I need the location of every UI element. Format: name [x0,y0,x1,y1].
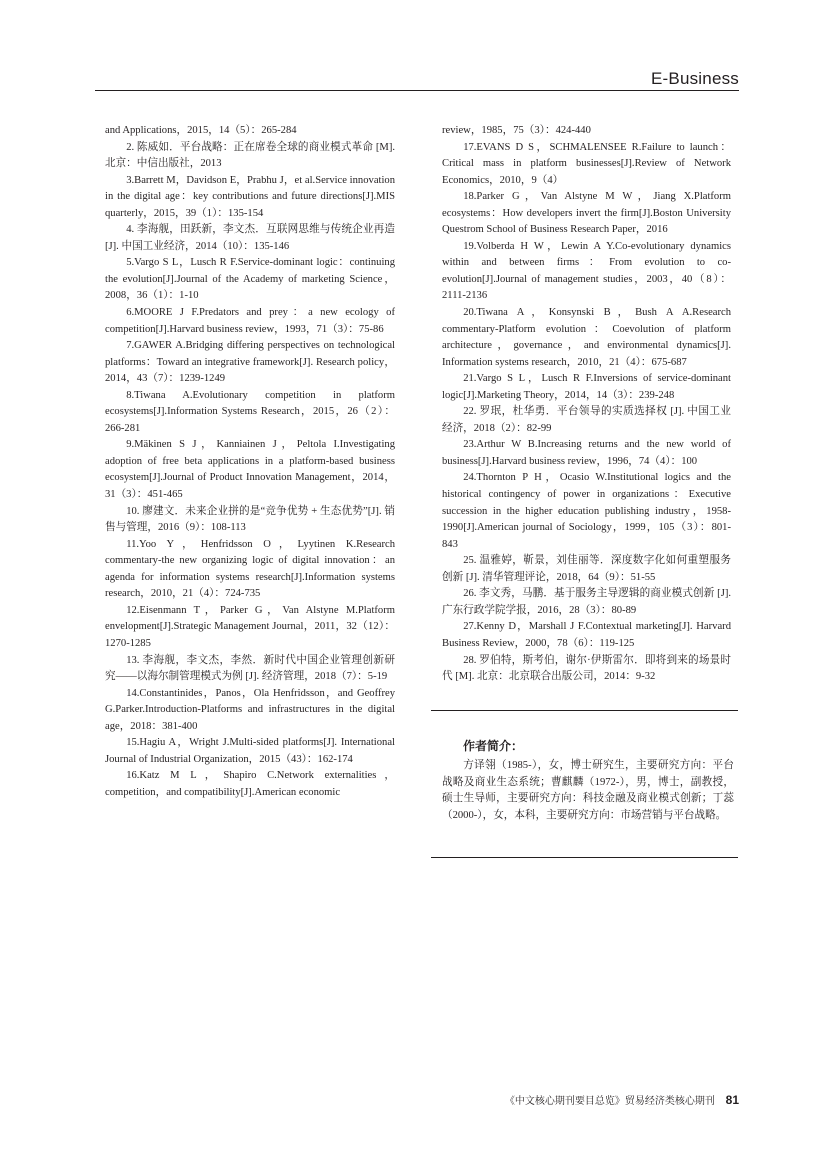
reference-item: 9.Mäkinen S J，Kanniainen J，Peltola I.Investigating adoption of free beta applications in a platform-based business ecosystem[J].Journal of Product Innovation Management，2014，31（3）：451-465 [105,439,395,501]
author-bio-title: 作者简介： [463,739,524,753]
reference-item: 4. 李海舰，田跃新，李文杰．互联网思维与传统企业再造 [J]. 中国工业经济，2014（10）：135-146 [105,224,395,252]
reference-item: 17.EVANS D S，SCHMALENSEE R.Failure to launch：Critical mass in platform businesses[J].Review of Network Economics，2010，9（4） [442,141,731,186]
author-bio-text: 方译翎（1985-），女，博士研究生，主要研究方向：平台战略及商业生态系统；曹麒麟（1972-），男，博士，副教授，硕士生导师，主要研究方向：科技金融及商业模式创新；丁蕊（2000-），女，本科，主要研究方向：市场营销与平台战略。 [442,760,734,821]
page-number: 81 [725,1093,739,1107]
reference-item: 27.Kenny D，Marshall J F.Contextual marketing[J]. Harvard Business Review，2000，78（6）：119-125 [442,621,731,649]
reference-item: 22. 罗珉，杜华勇．平台领导的实质选择权 [J]. 中国工业经济，2018（2）：82-99 [442,406,731,434]
reference-item: 3.Barrett M，Davidson E，Prabhu J，et al.Service innovation in the digital age：key contributions and future directions[J].MIS quarterly，2015，39（1）：135-154 [105,174,395,219]
references-left-column [105,123,395,801]
reference-item: 10. 廖建文．未来企业拼的是“竞争优势 + 生态优势”[J]. 销售与管理，2016（9）：108-113 [105,505,395,534]
reference-item: 14.Constantinides，Panos，Ola Henfridsson，and Geoffrey G.Parker.Introduction-Platforms and infrastructures in the digital age，2018：381-400 [105,687,395,732]
reference-item: 25. 温雅婷，靳景，刘佳丽等．深度数字化如何重塑服务创新 [J]. 清华管理评论，2018，64（9）：51-55 [442,555,731,583]
reference-item: 19.Volberda H W，Lewin A Y.Co-evolutionary dynamics within and between firms：From evolution to co-evolution[J].Journal of management studies，2003，40（8）：2111-2136 [442,240,731,302]
reference-item: 15.Hagiu A，Wright J.Multi-sided platforms[J]. International Journal of Industrial Organization，2015（43）：162-174 [105,737,395,765]
references-right-column [442,123,731,686]
reference-item: 24.Thornton P H，Ocasio W.Institutional logics and the historical contingency of power in organizations：Executive succession in the higher education publishing industry，1958-1990[J].American journal of Sociology，1999，105（3）：801-843 [442,472,731,550]
reference-item: 20.Tiwana A，Konsynski B，Bush A A.Research commentary-Platform evolution：Coevolution of platform architecture，governance，and environmental dynamics[J]. Information systems research，2010，21（4）：675-687 [442,307,731,368]
reference-item: 16.Katz M L，Shapiro C.Network externalities，competition，and compatibility[J].American economic [105,770,395,798]
reference-item: 8.Tiwana A.Evolutionary competition in platform ecosystems[J].Information Systems Research，2015，26（2）：266-281 [105,389,395,434]
reference-item: 7.GAWER A.Bridging differing perspectives on technological platforms：Toward an integrative framework[J]. Research policy，2014，43（7）：1239-1249 [105,340,395,385]
reference-item: 6.MOORE J F.Predators and prey：a new ecology of competition[J].Harvard business review，1993，71（3）：75-86 [105,307,395,335]
footer-journal: 《中文核心期刊要目总览》贸易经济类核心期刊 [504,1096,715,1107]
reference-item: and Applications，2015，14（5）：265-284 [105,125,297,136]
page-footer [505,1092,739,1107]
reference-item: 23.Arthur W B.Increasing returns and the new world of business[J].Harvard business review，1996，74（4）：100 [442,439,731,467]
reference-item: review，1985，75（3）：424-440 [442,125,591,136]
reference-item: 28. 罗伯特，斯考伯，谢尔·伊斯雷尔．即将到来的场景时代 [M]. 北京：北京联合出版公司，2014：9-32 [442,654,731,683]
reference-item: 12.Eisenmann T，Parker G，Van Alstyne M.Platform envelopment[J].Strategic Management Journal，2011，32（12）：1270-1285 [105,604,395,649]
author-bio-box [431,710,738,858]
reference-item: 21.Vargo S L，Lusch R F.Inversions of service-dominant logic[J].Marketing Theory，2014，14（3）：239-248 [442,373,731,401]
section-tag: E-Business [651,69,739,88]
header-rule [95,90,739,91]
reference-item: 18.Parker G，Van Alstyne M W，Jiang X.Platform ecosystems：How developers invert the firm[J].Boston University Questrom School of Business Research Paper，2016 [442,191,731,236]
reference-item: 26. 李文秀，马鹏．基于服务主导逻辑的商业模式创新 [J]. 广东行政学院学报，2016，28（3）：80-89 [442,588,731,616]
reference-item: 11.Yoo Y，Henfridsson O，Lyytinen K.Research commentary-the new organizing logic of digital innovation：an agenda for information systems research[J].Information systems research，2010，21（4）：724-735 [105,538,395,600]
reference-item: 2. 陈威如．平台战略：正在席卷全球的商业模式革命 [M]. 北京：中信出版社，2013 [105,141,395,170]
reference-item: 5.Vargo S L，Lusch R F.Service-dominant logic：continuing the evolution[J].Journal of the Academy of marketing Science，2008，36（1）：1-10 [105,257,395,302]
reference-item: 13. 李海舰，李文杰，李然．新时代中国企业管理创新研究——以海尔制管理模式为例 [J]. 经济管理，2018（7）：5-19 [105,654,395,683]
